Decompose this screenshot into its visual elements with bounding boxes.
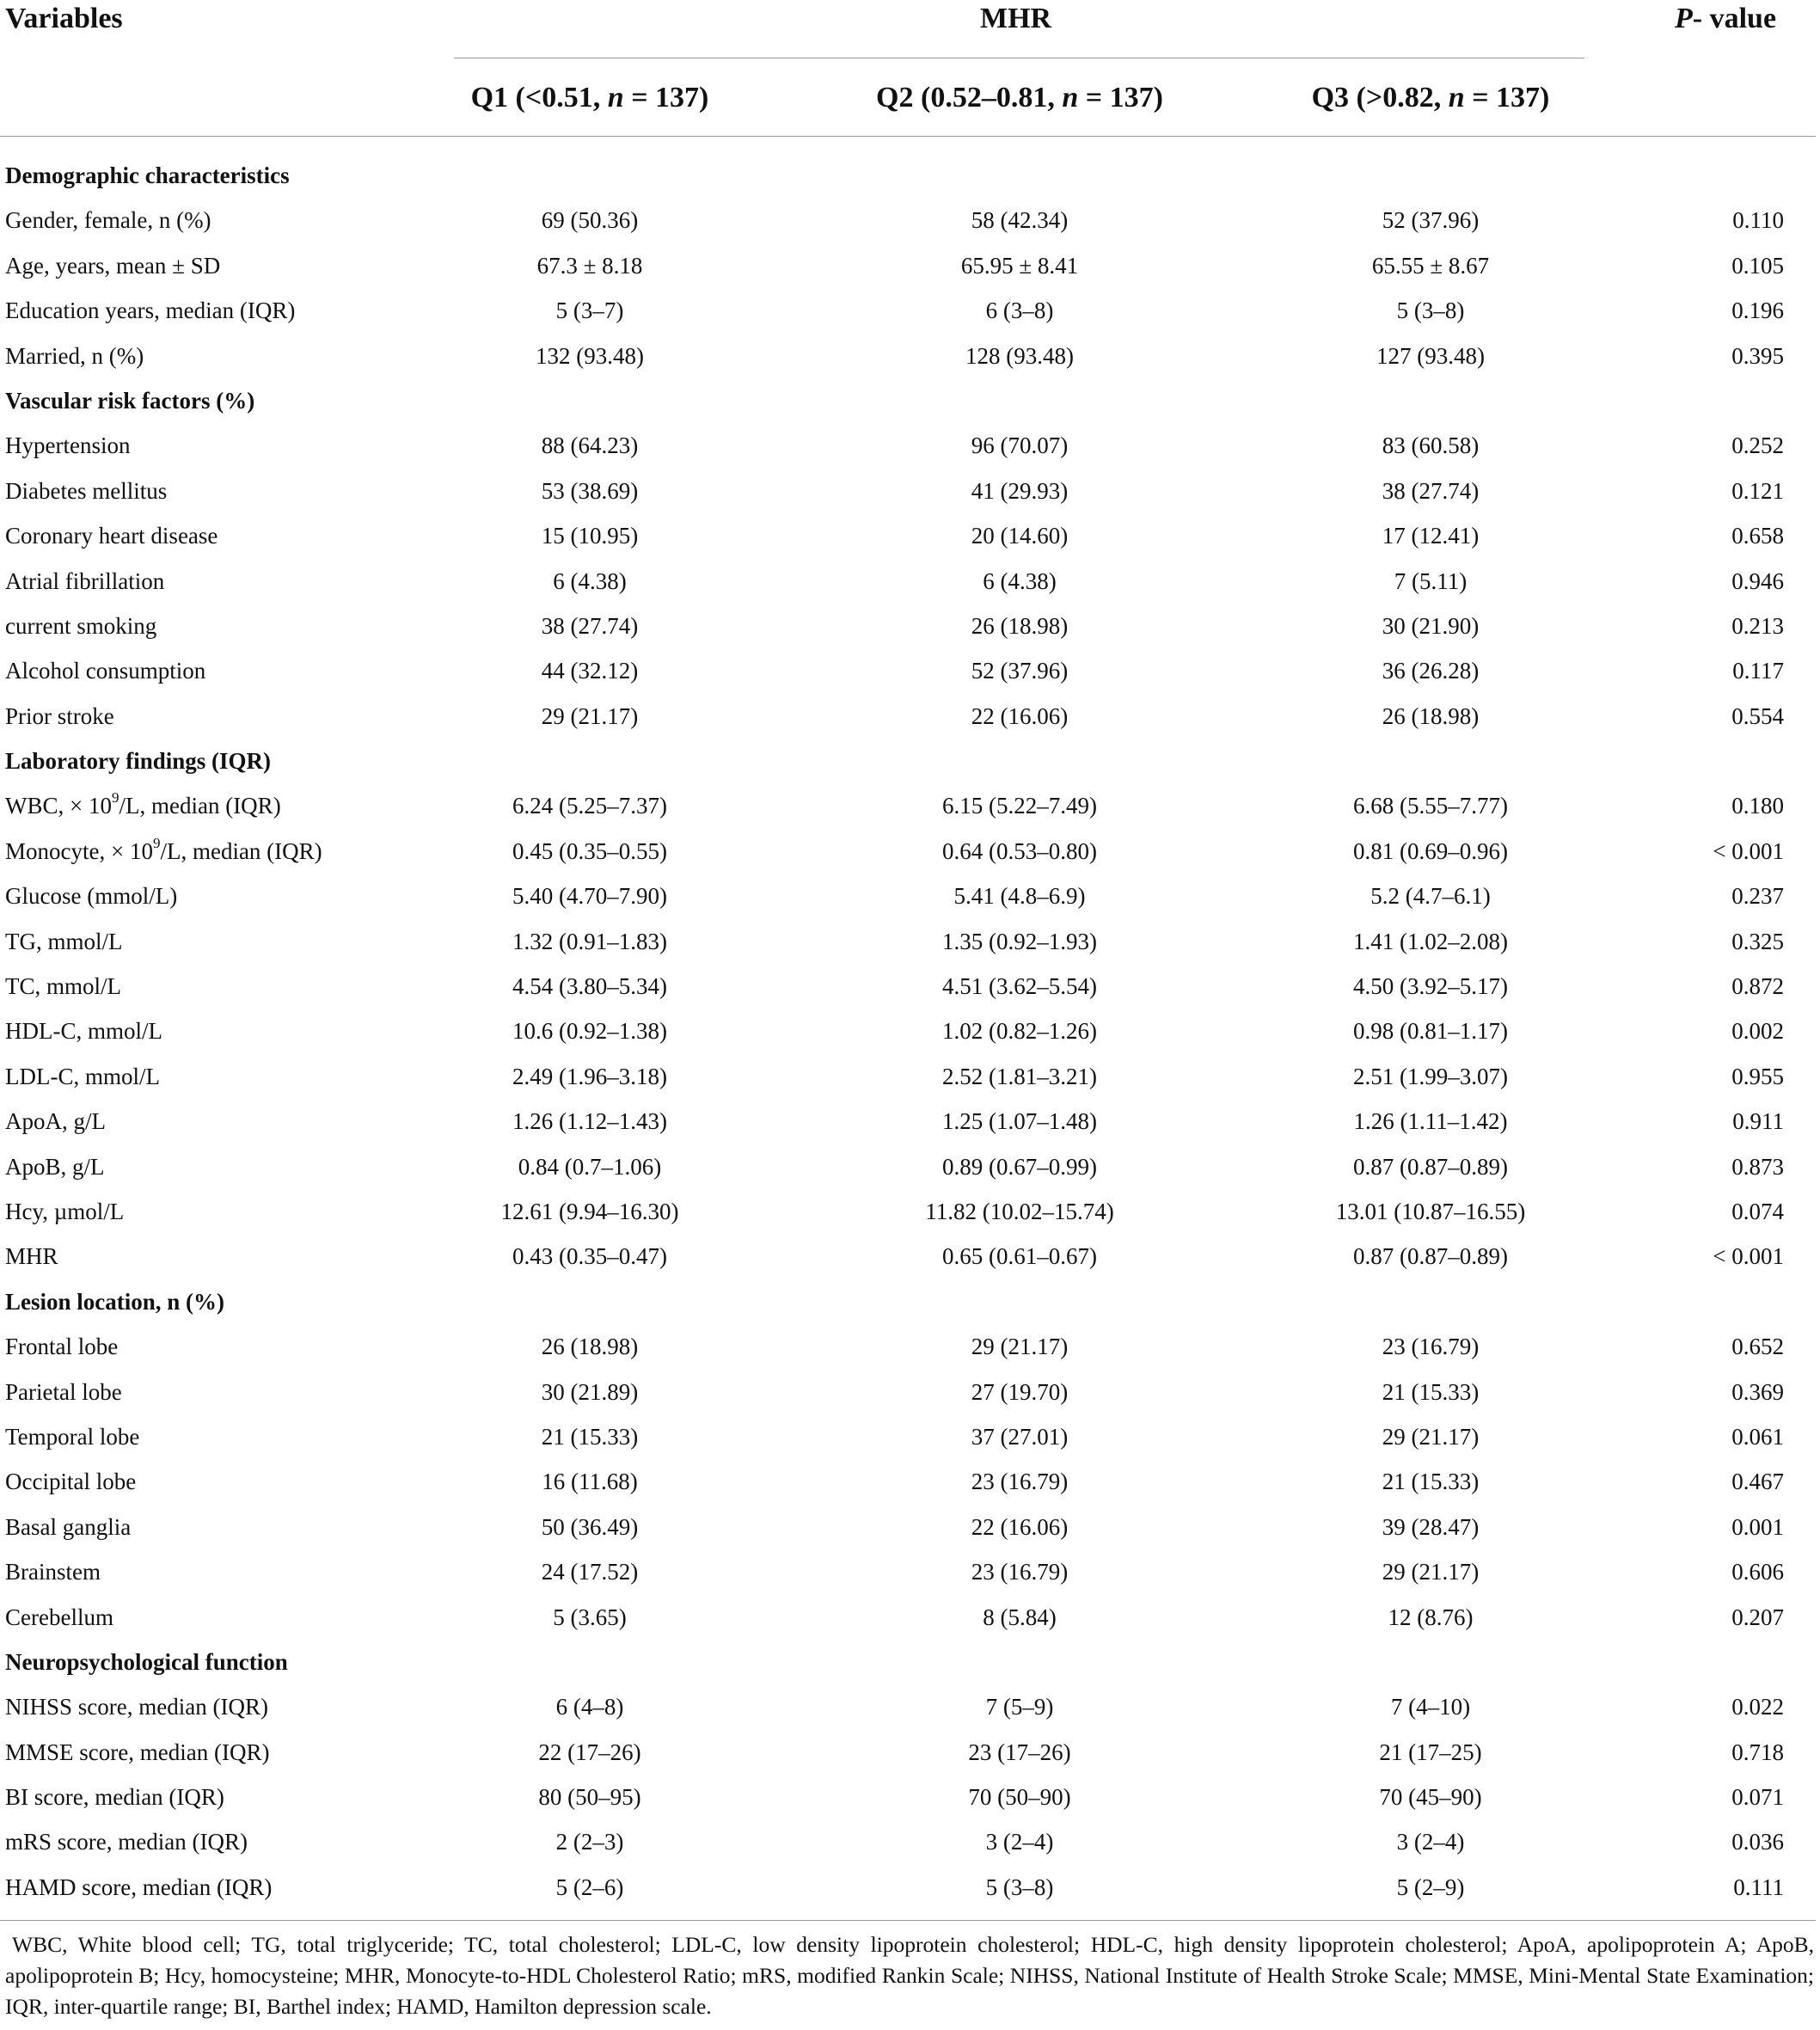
row-label: Coronary heart disease xyxy=(5,523,218,549)
section-title: Demographic characteristics xyxy=(5,163,290,188)
table-row xyxy=(0,1865,1820,1910)
cell-p-value: < 0.001 xyxy=(1713,1243,1784,1270)
table-row xyxy=(0,469,1820,513)
table-row xyxy=(0,559,1820,604)
row-label: Alcohol consumption xyxy=(5,658,206,684)
cell-q1: 22 (17–26) xyxy=(538,1739,641,1765)
cell-p-value: 0.606 xyxy=(1731,1559,1784,1585)
cell-q3: 29 (21.17) xyxy=(1382,1423,1480,1450)
cell-p-value: 0.237 xyxy=(1731,883,1784,910)
cell-p-value: 0.467 xyxy=(1731,1469,1784,1495)
header-group-mhr: MHR xyxy=(980,3,1052,34)
cell-q3: 39 (28.47) xyxy=(1382,1513,1480,1540)
cell-p-value: 0.071 xyxy=(1731,1784,1784,1811)
row-label: Prior stroke xyxy=(5,702,114,729)
cell-q3: 0.98 (0.81–1.17) xyxy=(1353,1018,1508,1045)
table-row xyxy=(0,1054,1820,1099)
cell-q1: 29 (21.17) xyxy=(541,702,639,729)
table-row xyxy=(0,964,1820,1009)
row-label: Glucose (mmol/L) xyxy=(5,883,178,910)
cell-q2: 7 (5–9) xyxy=(985,1694,1054,1720)
row-label xyxy=(5,783,281,828)
cell-p-value: 0.001 xyxy=(1731,1513,1784,1540)
table-row xyxy=(0,243,1820,288)
cell-q2: 8 (5.84) xyxy=(983,1604,1057,1630)
cell-q1: 0.43 (0.35–0.47) xyxy=(512,1243,667,1270)
cell-p-value: 0.946 xyxy=(1731,567,1784,594)
table-row xyxy=(0,1505,1820,1549)
cell-q1: 6.24 (5.25–7.37) xyxy=(512,793,667,819)
row-label: HDL-C, mmol/L xyxy=(5,1018,162,1045)
cell-q2: 52 (37.96) xyxy=(971,658,1069,684)
cell-p-value: 0.658 xyxy=(1731,523,1784,549)
table-row xyxy=(0,1414,1820,1459)
cell-q2: 58 (42.34) xyxy=(971,207,1069,234)
q1-label-pre: Q1 (<0.51, xyxy=(470,82,608,113)
table-row xyxy=(0,1144,1820,1189)
cell-q3: 0.87 (0.87–0.89) xyxy=(1353,1153,1508,1180)
cell-q1: 1.32 (0.91–1.83) xyxy=(512,928,667,954)
header-quartile-q1 xyxy=(379,81,800,115)
cell-p-value: 0.002 xyxy=(1731,1018,1784,1045)
cell-q3: 5 (2–9) xyxy=(1396,1874,1465,1900)
cell-q1: 67.3 ± 8.18 xyxy=(536,252,643,279)
cell-q2: 65.95 ± 8.41 xyxy=(960,252,1079,279)
cell-q3: 29 (21.17) xyxy=(1382,1559,1480,1585)
cell-p-value: 0.105 xyxy=(1731,252,1784,279)
cell-q3: 0.81 (0.69–0.96) xyxy=(1353,837,1508,864)
cell-q3: 30 (21.90) xyxy=(1382,612,1480,639)
cell-p-value: 0.955 xyxy=(1731,1063,1784,1089)
table-row xyxy=(0,604,1820,648)
table-row xyxy=(0,1549,1820,1594)
cell-q1: 38 (27.74) xyxy=(541,612,639,639)
cell-p-value: 0.718 xyxy=(1731,1739,1784,1765)
q3-label-n: n xyxy=(1448,82,1465,113)
cell-q3: 21 (17–25) xyxy=(1379,1739,1482,1765)
cell-p-value: 0.110 xyxy=(1732,207,1784,234)
table-row xyxy=(0,288,1820,333)
cell-q2: 1.25 (1.07–1.48) xyxy=(942,1108,1097,1135)
cell-q1: 132 (93.48) xyxy=(536,342,644,369)
cell-q1: 30 (21.89) xyxy=(541,1378,639,1405)
cell-q2: 0.89 (0.67–0.99) xyxy=(942,1153,1097,1180)
cell-p-value: 0.252 xyxy=(1731,432,1784,459)
row-label: Atrial fibrillation xyxy=(5,567,165,594)
row-label-unit: /L, median (IQR) xyxy=(160,837,322,864)
cell-q1: 21 (15.33) xyxy=(541,1423,639,1450)
cell-p-value: 0.022 xyxy=(1731,1694,1784,1720)
cell-q3: 1.26 (1.11–1.42) xyxy=(1353,1108,1508,1135)
table-row xyxy=(0,1459,1820,1504)
cell-q1: 5 (3–7) xyxy=(555,297,624,324)
row-label: ApoA, g/L xyxy=(5,1108,106,1135)
row-label: Education years, median (IQR) xyxy=(5,297,296,324)
cell-q1: 12.61 (9.94–16.30) xyxy=(500,1198,679,1224)
cell-q3: 13.01 (10.87–16.55) xyxy=(1335,1198,1526,1224)
row-label: Brainstem xyxy=(5,1559,101,1585)
header-quartile-q2 xyxy=(809,81,1230,115)
cell-q3: 6.68 (5.55–7.77) xyxy=(1353,793,1508,819)
cell-q3: 12 (8.76) xyxy=(1388,1604,1474,1630)
row-label: ApoB, g/L xyxy=(5,1153,105,1180)
table-footnote: WBC, White blood cell; TG, total triglyceride; TC, total cholesterol; LDL-C, low density lipoprotein cholesterol; HDL-C, high density lipoprotein cholesterol; ApoA, apolipoprotein A; ApoB, apolipoprotein B; Hcy, homocysteine; MHR, Monocyte-to-HDL Cholesterol Ratio; mRS, modified Rankin Scale; NIHSS, National Institute of Health Stroke Scale; MMSE, Mini-Mental State Examination; IQR, inter-quartile range; BI, Barthel index; HAMD, Hamilton depression scale. xyxy=(5,1932,1814,2019)
table-row xyxy=(0,919,1820,964)
cell-p-value: 0.652 xyxy=(1731,1334,1784,1360)
cell-q2: 20 (14.60) xyxy=(971,523,1069,549)
row-label: Hcy, µmol/L xyxy=(5,1198,125,1224)
cell-q1: 0.84 (0.7–1.06) xyxy=(518,1153,662,1180)
table-row xyxy=(0,1684,1820,1729)
table-row xyxy=(0,1595,1820,1640)
cell-q1: 0.45 (0.35–0.55) xyxy=(512,837,667,864)
cell-q2: 29 (21.17) xyxy=(971,1334,1069,1360)
cell-q2: 4.51 (3.62–5.54) xyxy=(942,973,1097,1000)
cell-q2: 70 (50–90) xyxy=(968,1784,1071,1811)
cell-q3: 7 (5.11) xyxy=(1394,567,1468,594)
cell-q1: 2 (2–3) xyxy=(555,1829,624,1855)
row-label-unit: /L, median (IQR) xyxy=(119,793,281,819)
section-title: Laboratory findings (IQR) xyxy=(5,748,272,775)
cell-q1: 4.54 (3.80–5.34) xyxy=(512,973,667,1000)
q2-label-post: = 137) xyxy=(1078,82,1163,113)
cell-q2: 3 (2–4) xyxy=(985,1829,1054,1855)
table-row xyxy=(0,694,1820,739)
row-label xyxy=(5,829,322,874)
row-label: TC, mmol/L xyxy=(5,973,121,1000)
q1-label-post: = 137) xyxy=(623,82,709,113)
cell-q3: 1.41 (1.02–2.08) xyxy=(1353,928,1508,954)
row-label: mRS score, median (IQR) xyxy=(5,1829,248,1855)
cell-p-value: 0.111 xyxy=(1733,1874,1784,1900)
row-label: Age, years, mean ± SD xyxy=(5,252,221,279)
cell-q3: 3 (2–4) xyxy=(1396,1829,1465,1855)
cell-q1: 5 (2–6) xyxy=(555,1874,624,1900)
table-row xyxy=(0,829,1820,874)
cell-q2: 5.41 (4.8–6.9) xyxy=(953,883,1086,910)
table-row xyxy=(0,1370,1820,1414)
table-bottom-rule xyxy=(0,1920,1816,1921)
cell-q1: 2.49 (1.96–3.18) xyxy=(512,1063,667,1089)
row-label: MHR xyxy=(5,1243,58,1270)
row-label: Parietal lobe xyxy=(5,1378,122,1405)
row-label: MMSE score, median (IQR) xyxy=(5,1739,270,1765)
table-row xyxy=(0,1324,1820,1369)
cell-q3: 83 (60.58) xyxy=(1382,432,1480,459)
cell-p-value: 0.117 xyxy=(1732,658,1784,684)
cell-q2: 23 (16.79) xyxy=(971,1559,1069,1585)
cell-q1: 6 (4–8) xyxy=(555,1694,624,1720)
cell-q2: 41 (29.93) xyxy=(971,477,1069,504)
table-row xyxy=(0,1009,1820,1053)
row-label: LDL-C, mmol/L xyxy=(5,1063,160,1089)
table-row xyxy=(0,1775,1820,1819)
row-label: Hypertension xyxy=(5,432,131,459)
cell-q2: 0.65 (0.61–0.67) xyxy=(942,1243,1097,1270)
cell-q2: 26 (18.98) xyxy=(971,612,1069,639)
header-p-rest: - value xyxy=(1692,3,1777,34)
row-label-text: WBC, × 10 xyxy=(5,793,112,819)
cell-q3: 21 (15.33) xyxy=(1382,1378,1480,1405)
row-label: Temporal lobe xyxy=(5,1423,140,1450)
q2-label-pre: Q2 (0.52–0.81, xyxy=(876,82,1063,113)
row-label: NIHSS score, median (IQR) xyxy=(5,1694,268,1720)
row-label: BI score, median (IQR) xyxy=(5,1784,224,1811)
table-row xyxy=(0,513,1820,558)
row-label: Cerebellum xyxy=(5,1604,113,1630)
row-label: TG, mmol/L xyxy=(5,928,123,954)
cell-q2: 96 (70.07) xyxy=(971,432,1069,459)
header-quartile-q3 xyxy=(1220,81,1641,115)
section-title: Neuropsychological function xyxy=(5,1648,288,1675)
cell-q3: 2.51 (1.99–3.07) xyxy=(1353,1063,1508,1089)
cell-q1: 53 (38.69) xyxy=(541,477,639,504)
cell-q1: 50 (36.49) xyxy=(541,1513,639,1540)
table-row xyxy=(0,1189,1820,1234)
cell-q2: 11.82 (10.02–15.74) xyxy=(925,1198,1114,1224)
row-label: HAMD score, median (IQR) xyxy=(5,1874,273,1900)
cell-p-value: 0.554 xyxy=(1731,702,1784,729)
cell-p-value: 0.061 xyxy=(1731,1423,1784,1450)
cell-q1: 24 (17.52) xyxy=(541,1559,639,1585)
header-bottom-rule xyxy=(0,136,1816,137)
section-header xyxy=(0,1279,1820,1324)
cell-q3: 65.55 ± 8.67 xyxy=(1371,252,1490,279)
cell-q3: 70 (45–90) xyxy=(1379,1784,1482,1811)
q1-label-n: n xyxy=(607,82,624,113)
cell-p-value: 0.196 xyxy=(1731,297,1784,324)
cell-q1: 1.26 (1.12–1.43) xyxy=(512,1108,667,1135)
cell-q1: 88 (64.23) xyxy=(541,432,639,459)
row-label: Married, n (%) xyxy=(5,342,144,369)
q3-label-post: = 137) xyxy=(1464,82,1550,113)
cell-q1: 16 (11.68) xyxy=(542,1469,638,1495)
cell-q2: 1.02 (0.82–1.26) xyxy=(942,1018,1097,1045)
section-header xyxy=(0,739,1820,783)
section-header xyxy=(0,153,1820,198)
cell-q3: 17 (12.41) xyxy=(1382,523,1480,549)
cell-p-value: 0.207 xyxy=(1731,1604,1784,1630)
cell-p-value: 0.213 xyxy=(1731,612,1784,639)
cell-q2: 23 (17–26) xyxy=(968,1739,1071,1765)
cell-p-value: < 0.001 xyxy=(1713,837,1784,864)
cell-p-value: 0.180 xyxy=(1731,793,1784,819)
cell-p-value: 0.873 xyxy=(1731,1153,1784,1180)
cell-q1: 10.6 (0.92–1.38) xyxy=(512,1018,667,1045)
cell-q2: 0.64 (0.53–0.80) xyxy=(942,837,1097,864)
cell-q3: 5.2 (4.7–6.1) xyxy=(1370,883,1491,910)
cell-p-value: 0.036 xyxy=(1731,1829,1784,1855)
row-label-text: Monocyte, × 10 xyxy=(5,837,153,864)
cell-q1: 5.40 (4.70–7.90) xyxy=(512,883,667,910)
table-row xyxy=(0,1234,1820,1279)
cell-p-value: 0.872 xyxy=(1731,973,1784,1000)
cell-q3: 36 (26.28) xyxy=(1382,658,1480,684)
table-row xyxy=(0,783,1820,828)
section-header xyxy=(0,1640,1820,1684)
section-header xyxy=(0,378,1820,423)
cell-q2: 27 (19.70) xyxy=(971,1378,1069,1405)
cell-p-value: 0.911 xyxy=(1732,1108,1784,1135)
cell-q3: 7 (4–10) xyxy=(1390,1694,1471,1720)
table-row xyxy=(0,198,1820,242)
table-row xyxy=(0,1730,1820,1775)
row-label-exponent: 9 xyxy=(111,789,119,806)
cell-q3: 4.50 (3.92–5.17) xyxy=(1353,973,1508,1000)
cell-q3: 38 (27.74) xyxy=(1382,477,1480,504)
row-label-exponent: 9 xyxy=(152,834,161,851)
cell-q1: 6 (4.38) xyxy=(553,567,627,594)
row-label: current smoking xyxy=(5,612,157,639)
cell-q1: 26 (18.98) xyxy=(541,1334,639,1360)
row-label: Occipital lobe xyxy=(5,1469,137,1495)
q3-label-pre: Q3 (>0.82, xyxy=(1311,82,1449,113)
cell-q2: 37 (27.01) xyxy=(971,1423,1069,1450)
cell-q3: 21 (15.33) xyxy=(1382,1469,1480,1495)
cell-p-value: 0.369 xyxy=(1731,1378,1784,1405)
cell-q3: 0.87 (0.87–0.89) xyxy=(1353,1243,1508,1270)
cell-q2: 128 (93.48) xyxy=(965,342,1074,369)
header-p-value xyxy=(1675,2,1776,36)
cell-p-value: 0.395 xyxy=(1731,342,1784,369)
header-p-italic: P xyxy=(1675,3,1693,34)
cell-p-value: 0.074 xyxy=(1731,1198,1784,1224)
table-row xyxy=(0,1819,1820,1864)
row-label: Basal ganglia xyxy=(5,1513,132,1540)
header-variables: Variables xyxy=(5,3,123,34)
cell-q1: 80 (50–95) xyxy=(538,1784,641,1811)
cell-q2: 5 (3–8) xyxy=(985,1874,1054,1900)
q2-label-n: n xyxy=(1062,82,1079,113)
cell-q3: 26 (18.98) xyxy=(1382,702,1480,729)
cell-q1: 69 (50.36) xyxy=(541,207,639,234)
table-row xyxy=(0,1099,1820,1144)
cell-q1: 44 (32.12) xyxy=(541,658,639,684)
table-row xyxy=(0,334,1820,378)
cell-q1: 5 (3.65) xyxy=(553,1604,627,1630)
cell-q2: 6 (3–8) xyxy=(985,297,1054,324)
cell-q2: 23 (16.79) xyxy=(971,1469,1069,1495)
cell-q2: 22 (16.06) xyxy=(971,702,1069,729)
section-title: Lesion location, n (%) xyxy=(5,1288,225,1315)
cell-p-value: 0.121 xyxy=(1731,477,1784,504)
table-body xyxy=(0,153,1820,1910)
row-label: Diabetes mellitus xyxy=(5,477,168,504)
cell-q2: 1.35 (0.92–1.93) xyxy=(942,928,1097,954)
table-row xyxy=(0,874,1820,918)
cell-q3: 127 (93.48) xyxy=(1376,342,1485,369)
cell-q2: 22 (16.06) xyxy=(971,1513,1069,1540)
row-label: Gender, female, n (%) xyxy=(5,207,211,234)
cell-q3: 52 (37.96) xyxy=(1382,207,1480,234)
cell-q3: 5 (3–8) xyxy=(1396,297,1465,324)
cell-q2: 6.15 (5.22–7.49) xyxy=(942,793,1097,819)
cell-q2: 6 (4.38) xyxy=(983,567,1057,594)
table-row xyxy=(0,648,1820,693)
section-title: Vascular risk factors (%) xyxy=(5,387,255,414)
row-label: Frontal lobe xyxy=(5,1334,119,1360)
table-row xyxy=(0,423,1820,468)
cell-q2: 2.52 (1.81–3.21) xyxy=(942,1063,1097,1089)
cell-p-value: 0.325 xyxy=(1731,928,1784,954)
cell-q1: 15 (10.95) xyxy=(541,523,639,549)
cell-q3: 23 (16.79) xyxy=(1382,1334,1480,1360)
